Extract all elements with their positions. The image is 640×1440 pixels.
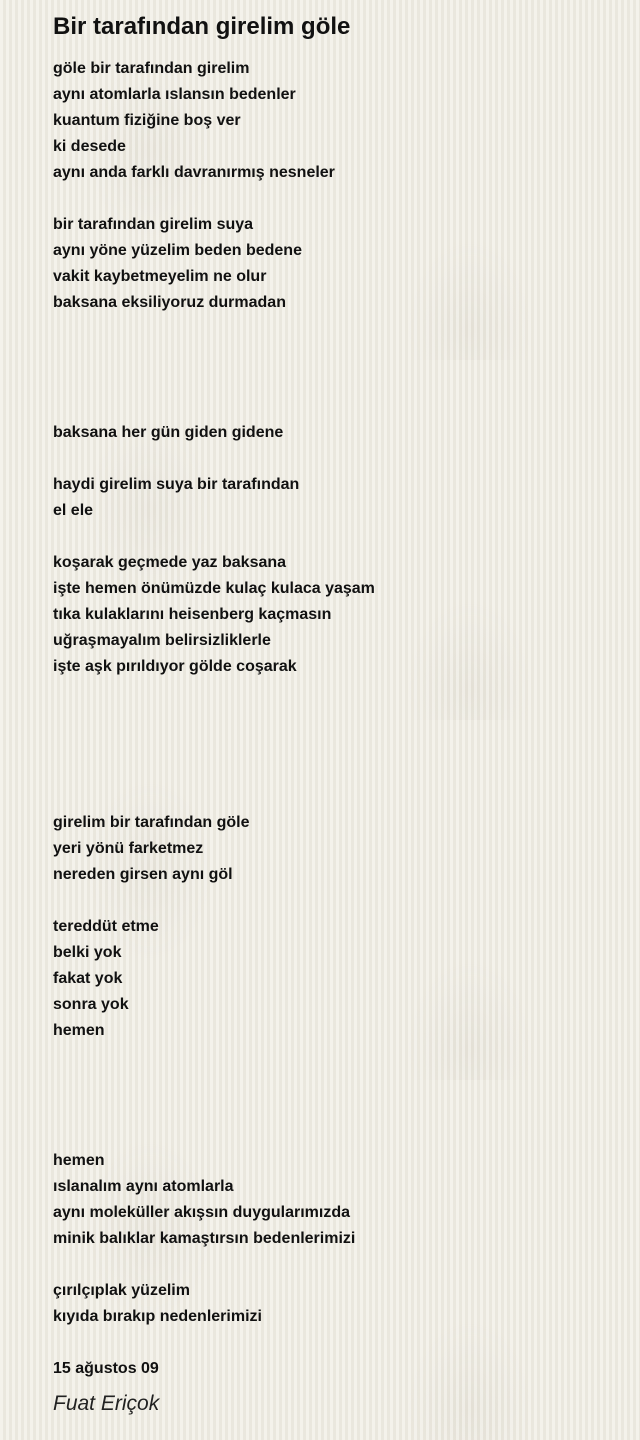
stanza-gap bbox=[53, 394, 613, 420]
stanza-gap bbox=[53, 524, 613, 550]
poem-line: vakit kaybetmeyelim ne olur bbox=[53, 268, 267, 285]
stanza-gap bbox=[53, 732, 613, 758]
poem-line: baksana her gün giden gidene bbox=[53, 424, 284, 441]
stanza-gap bbox=[53, 446, 613, 472]
poem-line: haydi girelim suya bir tarafından bbox=[53, 476, 300, 493]
stanza-gap bbox=[53, 1122, 613, 1148]
stanza-gap bbox=[53, 186, 613, 212]
poem-line: işte aşk pırıldıyor gölde coşarak bbox=[53, 658, 297, 675]
stanza-gap bbox=[53, 342, 613, 368]
stanza-gap bbox=[53, 706, 613, 732]
stanza-gap bbox=[53, 1070, 613, 1096]
poem-author: Fuat Eriçok bbox=[53, 1392, 160, 1415]
stanza-gap bbox=[53, 888, 613, 914]
poem-line: ki desede bbox=[53, 138, 126, 155]
poem-line: bir tarafından girelim suya bbox=[53, 216, 254, 233]
stanza-gap bbox=[53, 758, 613, 784]
poem-line: fakat yok bbox=[53, 970, 123, 987]
poem-line: el ele bbox=[53, 502, 94, 519]
poem-line: göle bir tarafından girelim bbox=[53, 60, 250, 77]
poem-line: aynı anda farklı davranırmış nesneler bbox=[53, 164, 335, 181]
poem-title: Bir tarafından girelim göle bbox=[53, 13, 351, 40]
stanza-gap bbox=[53, 1252, 613, 1278]
poem-line: belki yok bbox=[53, 944, 122, 961]
stanza-gap bbox=[53, 784, 613, 810]
stanza-gap bbox=[53, 1044, 613, 1070]
poem-line: yeri yönü farketmez bbox=[53, 840, 204, 857]
poem-line: aynı yöne yüzelim beden bedene bbox=[53, 242, 302, 259]
poem-line: hemen bbox=[53, 1152, 105, 1169]
stanza-gap bbox=[53, 368, 613, 394]
poem-line: ıslanalım aynı atomlarla bbox=[53, 1178, 234, 1195]
stanza-gap bbox=[53, 1096, 613, 1122]
poem-line: kuantum fiziğine boş ver bbox=[53, 112, 241, 129]
poem-line: çırılçıplak yüzelim bbox=[53, 1282, 190, 1299]
poem-line: girelim bir tarafından göle bbox=[53, 814, 250, 831]
stanza-gap bbox=[53, 316, 613, 342]
stanza-gap bbox=[53, 680, 613, 706]
poem-page bbox=[53, 12, 613, 1418]
poem-line: tıka kulaklarını heisenberg kaçmasın bbox=[53, 606, 332, 623]
poem-body bbox=[53, 56, 613, 1330]
poem-line: tereddüt etme bbox=[53, 918, 159, 935]
poem-line: nereden girsen aynı göl bbox=[53, 866, 233, 883]
poem-line: sonra yok bbox=[53, 996, 129, 1013]
poem-line: baksana eksiliyoruz durmadan bbox=[53, 294, 286, 311]
poem-line: uğraşmayalım belirsizliklerle bbox=[53, 632, 271, 649]
poem-line: aynı moleküller akışsın duygularımızda bbox=[53, 1204, 350, 1221]
poem-line: aynı atomlarla ıslansın bedenler bbox=[53, 86, 296, 103]
poem-date: 15 ağustos 09 bbox=[53, 1360, 159, 1377]
poem-line: hemen bbox=[53, 1022, 105, 1039]
poem-line: kıyıda bırakıp nedenlerimizi bbox=[53, 1308, 262, 1325]
poem-line: koşarak geçmede yaz baksana bbox=[53, 554, 287, 571]
poem-line: işte hemen önümüzde kulaç kulaca yaşam bbox=[53, 580, 375, 597]
poem-line: minik balıklar kamaştırsın bedenlerimizi bbox=[53, 1230, 356, 1247]
